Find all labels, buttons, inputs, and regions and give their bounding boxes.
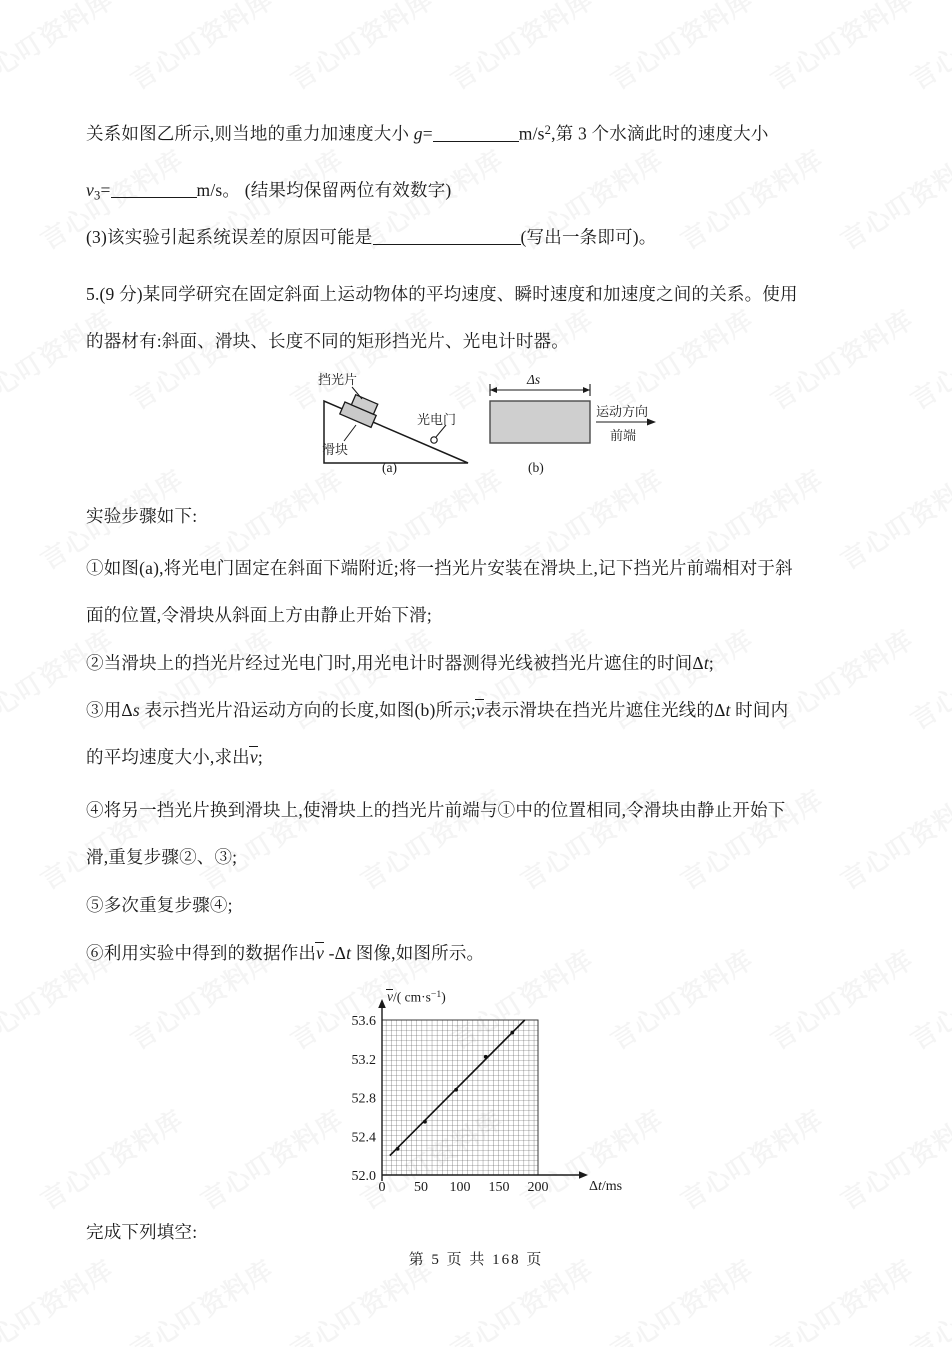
x-axis-title [589,1179,622,1195]
watermark-text [903,940,952,1057]
x-tick-label: 100 [449,1180,471,1195]
x-tick-label: 0 [378,1180,386,1195]
x-tick-label: 150 [488,1180,510,1195]
watermark-text [833,780,952,897]
label-delta-s: Δs [527,372,541,387]
dimension-arrow-right [583,387,590,393]
watermark-text [833,140,952,257]
y-axis-title [387,989,446,1005]
watermark-text [903,0,952,97]
step-4-line-1: ④将另一挡光片换到滑块上,使滑块上的挡光片前端与①中的位置相同,令滑块由静止开始下 [86,800,786,820]
symbol-v-subscript: 3 [93,188,101,203]
figure-caption-a: (a) [382,460,397,475]
y-axis-vbar: v [387,989,393,1005]
watermark-text [833,1100,952,1217]
watermark-text [353,780,510,897]
step6-text-a: ⑥利用实验中得到的数据作出 [86,943,317,963]
watermark-text [283,0,440,97]
line1-unit: m/s [518,123,545,144]
figure-velocity-chart [340,985,640,1217]
chart-data-point [423,1120,427,1124]
closing-instruction: 完成下列填空: [86,1222,198,1242]
step3-symbol-t: t [725,700,731,720]
y-axis-unit-exponent: −1 [430,989,442,1000]
label-front-end: 前端 [610,428,637,443]
line2-equals: = [100,180,111,200]
y-axis-unit: /( cm·s [393,989,431,1005]
watermark-text [763,940,920,1057]
watermark-text [673,1100,830,1217]
step-4-line-2: 滑,重复步骤②、③; [86,847,238,867]
label-shutter-plate: 挡光片 [318,372,358,387]
y-tick-label: 53.6 [351,1014,376,1029]
y-tick-label: 53.2 [351,1052,376,1068]
dimension-arrow-left [490,387,497,393]
answer-blank-error-reason[interactable] [373,244,521,245]
question-5-line-2: 的器材有:斜面、滑块、长度不同的矩形挡光片、光电计时器。 [86,331,569,351]
step-2-line-1 [86,653,714,674]
line3-tail: (写出一条即可)。 [520,227,657,247]
chart-grid [382,1020,538,1175]
watermark-text [193,1100,350,1217]
x-axis-delta: Δ [589,1179,599,1194]
steps-heading: 实验步骤如下: [86,506,198,526]
y-tick-label: 52.4 [351,1130,376,1146]
line1-text-a: 关系如图乙所示,则当地的重力加速度大小 [86,123,414,144]
step6-symbol-vbar: v [316,943,325,963]
line1-unit-exponent: 2 [544,123,552,137]
line2-text: m/s。 (结果均保留两位有效数字) [196,180,452,200]
chart-data-point [454,1088,458,1092]
answer-blank-g[interactable] [433,141,519,142]
step2-symbol-t: t [703,653,709,673]
step-1-line-1: ①如图(a),将光电门固定在斜面下端附近;将一挡光片安装在滑块上,记下挡光片前端相对于斜 [86,558,793,578]
y-tick-labels [352,1014,377,1184]
watermark-text [193,780,350,897]
chart-data-point [396,1147,400,1151]
step2-text-b: ; [708,653,714,673]
step3-text-a: ③用Δ [86,700,133,720]
x-tick-label: 50 [414,1180,428,1195]
step-5: ⑤多次重复步骤④; [86,895,233,915]
watermark-text [603,0,760,97]
figure-apparatus [300,363,665,481]
x-axis-t: t [598,1179,602,1194]
step3-symbol-vbar: v [476,700,484,720]
step-6 [86,943,484,964]
watermark-text [763,300,920,417]
watermark-text [0,300,120,417]
step3-symbol-vbar-2: v [249,747,258,767]
line1-text-c: ,第 3 个水滴此时的速度大小 [551,123,769,144]
watermark-text [443,0,600,97]
step3-text-d: 时间内 [730,700,789,720]
watermark-text [0,0,120,97]
watermark-text [833,460,952,577]
step3-symbol-s: s [132,700,140,720]
figure-caption-b: (b) [528,460,544,475]
step3-text-b: 表示挡光片沿运动方向的长度,如图(b)所示; [139,700,476,720]
page-footer: 第 5 页 共 168 页 [408,1252,544,1268]
step6-text-b: -Δ [324,943,347,963]
watermark-text [33,780,190,897]
label-photogate: 光电门 [417,412,457,427]
paragraph-line-1 [86,123,769,145]
watermark-text [123,300,280,417]
answer-blank-v3[interactable] [111,197,197,198]
step3-text-c: 表示滑块在挡光片遮住光线的Δ [483,700,726,720]
y-axis-unit-close: ) [441,989,446,1005]
x-axis-unit: /ms [601,1179,623,1194]
step-3-line-2 [86,747,263,768]
paragraph-line-2 [86,180,451,204]
step3-text-f: ; [257,747,263,767]
photogate-marker [431,437,437,443]
watermark-text [903,300,952,417]
watermark-text [33,1100,190,1217]
watermark-text [673,780,830,897]
watermark-text [513,780,670,897]
question-5-line-1: 5.(9 分)某同学研究在固定斜面上运动物体的平均速度、瞬时速度和加速度之间的关系。使用 [86,284,798,304]
label-slider: 滑块 [322,442,349,457]
x-axis-arrow [579,1171,588,1179]
line1-equals: = [422,123,433,144]
watermark-text [673,140,830,257]
label-motion-direction: 运动方向 [596,404,649,419]
step6-text-c: 图像,如图所示。 [351,943,485,963]
watermark-text [903,620,952,737]
step-1-line-2: 面的位置,令滑块从斜面上方由静止开始下滑; [86,605,432,625]
step3-text-e: 的平均速度大小,求出 [86,747,250,767]
step2-text-a: ②当滑块上的挡光片经过光电门时,用光电计时器测得光线被挡光片遮住的时间Δ [86,653,704,673]
watermark-text [123,0,280,97]
shutter-rectangle [490,401,590,443]
line3-text: (3)该实验引起系统误差的原因可能是 [86,227,373,247]
motion-direction-arrow [647,419,656,426]
symbol-g: g [413,123,423,144]
x-tick-labels [379,1180,549,1195]
symbol-v: v [86,180,94,200]
chart-data-point [484,1055,488,1059]
chart-data-point [510,1031,514,1035]
watermark-text [763,0,920,97]
step6-symbol-t: t [346,943,352,963]
x-tick-label: 200 [527,1180,549,1195]
paragraph-line-3 [86,227,656,248]
y-tick-label: 52.8 [351,1091,376,1107]
y-tick-label: 52.0 [351,1169,376,1184]
y-axis-arrow [378,999,386,1008]
step-3-line-1 [86,700,788,721]
